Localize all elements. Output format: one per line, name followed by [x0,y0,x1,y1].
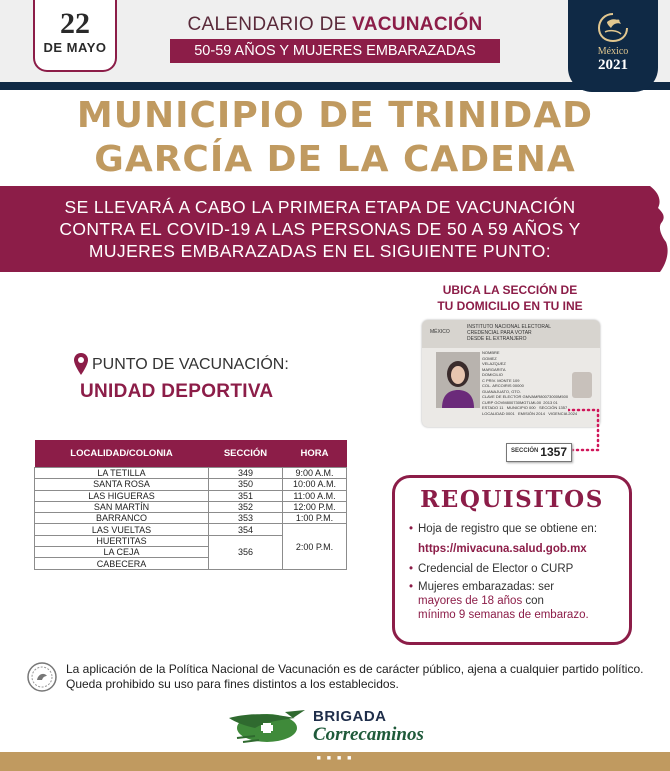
ine-card-mini-photo [572,372,592,398]
list-item [409,580,623,622]
ine-card-institute: INSTITUTO NACIONAL ELECTORAL CREDENCIAL PARA VOTAR DESDE EL EXTRANJERO [467,324,552,342]
seccion-callout-value: 1357 [540,445,567,459]
municipio-title [0,94,670,182]
banner-line-2: CONTRA EL COVID-19 A LAS PERSONAS DE 50 A 59 AÑOS Y [59,219,581,239]
ine-card-fields: NOMBRE GOMEZ VELAZQUEZ MARGARITA DOMICILIO C PRIV. MONTE 109 COL. ARCOIRIS 00000 GUANAJUATO, GTO. CLAVE DE ELECTOR GMVAMR80073000M500 CURP GOVM800730MGTLML00 2013 01 ESTADO 11 MUNICIPIO 000 SECCIÓN 1357 LOCALIDAD 0001 EMISIÓN 2014 VIGENCIA 2024 [482,350,578,416]
logo-year: 2021 [598,57,628,73]
brigada-logo [225,704,455,750]
seccion-callout [506,443,572,462]
logo-country: México [597,46,629,57]
brigada-subtitle: Correcaminos [313,724,424,745]
list-item [409,562,623,576]
schedule-table [34,440,347,570]
column-header: HORA [283,440,347,468]
localidad-cell: LAS HIGUERAS [35,490,209,501]
date-badge [33,0,117,72]
localidad-cell: LA CEJA [35,547,209,558]
instagram-icon[interactable]: ■ [336,755,344,762]
seccion-cell: 350 [209,479,283,490]
person-icon [436,352,480,408]
table-row [35,490,347,501]
table-row [35,524,347,535]
localidad-cell: LAS VUELTAS [35,524,209,535]
hora-cell: 10:00 A.M. [283,479,347,490]
header-title [170,14,500,36]
column-header: SECCIÓN [209,440,283,468]
registration-link[interactable]: https://mivacuna.salud.gob.mx [418,543,587,555]
municipio-line-1: MUNICIPIO DE TRINIDAD [76,95,594,136]
national-seal-icon [26,661,58,693]
localidad-cell: BARRANCO [35,513,209,524]
ine-heading-line-1: UBICA LA SECCIÓN DE [442,283,578,297]
header-divider [0,82,670,90]
hora-cell: 11:00 A.M. [283,490,347,501]
banner-line-3: MUJERES EMBARAZADAS EN EL SIGUIENTE PUNTO: [88,241,552,261]
ine-heading [410,282,610,314]
requisitos-list [409,522,623,626]
brigada-title: BRIGADA [313,708,387,725]
localidad-cell: CABECERA [35,558,209,569]
schedule-header-row [35,440,347,468]
roadrunner-icon [225,704,309,750]
requisitos-title: REQUISITOS [420,486,604,513]
location-pin-icon [74,353,88,375]
twitter-icon[interactable]: ■ [326,755,334,762]
seccion-cell: 353 [209,513,283,524]
hora-cell: 9:00 A.M. [283,468,347,479]
requisitos-box [392,475,632,645]
facebook-icon[interactable]: ■ [316,755,323,762]
hora-cell: 1:00 P.M. [283,513,347,524]
hora-cell: 12:00 P.M. [283,501,347,512]
municipio-line-2: GARCÍA DE LA CADENA [94,139,576,180]
list-item [409,522,623,556]
requisito-text: con [522,595,544,607]
seccion-cell: 352 [209,501,283,512]
mexico-2021-logo [568,0,658,92]
ine-card-photo [436,352,480,408]
seccion-cell: 349 [209,468,283,479]
localidad-cell: SAN MARTÍN [35,501,209,512]
eagle-icon [593,10,633,44]
header-subtitle: 50-59 AÑOS Y MUJERES EMBARAZADAS [170,39,500,63]
date-day: 22 [60,7,90,40]
localidad-cell: SANTA ROSA [35,479,209,490]
bullet-icon: • [409,523,414,535]
hora-cell-merged: 2:00 P.M. [283,524,347,569]
seccion-callout-label: SECCIÓN [511,448,539,454]
pointer-dots-icon [568,404,608,454]
requisito-highlight: mayores de 18 años [418,595,523,607]
requisito-text: Credencial de Elector o CURP [418,563,574,575]
social-icons [0,755,670,762]
table-row [35,479,347,490]
banner-text [0,196,640,262]
ine-card-country: MÉXICO [430,329,450,335]
footer-disclaimer: La aplicación de la Política Nacional de Vacunación es de carácter público, ajena a cualquier partido político. Queda prohibido su uso para fines distintos a los establecidos. [66,662,644,691]
localidad-cell: HUERTITAS [35,535,209,546]
requisito-text: Hoja de registro que se obtiene en: [418,523,598,535]
vaccination-point-value: UNIDAD DEPORTIVA [80,381,274,402]
seccion-cell-merged: 356 [209,535,283,569]
requisito-highlight: mínimo 9 semanas de embarazo. [418,609,589,621]
ine-heading-line-2: TU DOMICILIO EN TU INE [437,299,583,313]
bullet-icon: • [409,563,414,575]
localidad-cell: LA TETILLA [35,468,209,479]
table-row [35,468,347,479]
table-row [35,513,347,524]
column-header: LOCALIDAD/COLONIA [35,440,209,468]
seccion-cell: 351 [209,490,283,501]
header-title-prefix: CALENDARIO DE [187,14,353,35]
header-title-emph: VACUNACIÓN [352,14,483,35]
vaccination-point-label: PUNTO DE VACUNACIÓN: [92,356,289,373]
seccion-cell: 354 [209,524,283,535]
youtube-icon[interactable]: ■ [347,755,354,762]
requisito-text: Mujeres embarazadas: ser [418,581,555,593]
date-month: DE MAYO [43,40,107,55]
banner-line-1: SE LLEVARÁ A CABO LA PRIMERA ETAPA DE VACUNACIÓN [64,197,576,217]
table-row [35,501,347,512]
bullet-icon: • [409,581,414,593]
